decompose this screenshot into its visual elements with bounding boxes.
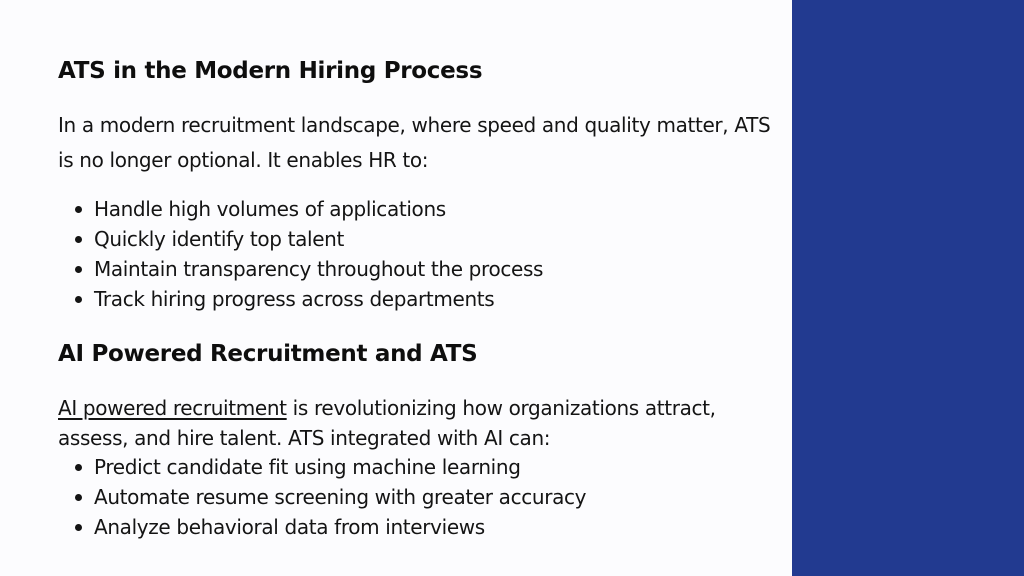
bullet-item [58, 512, 778, 542]
bullet-item [58, 224, 778, 254]
section-2-paragraph-text: is revolutionizing how organizations attract, assess, and hire talent. ATS integrated with AI can: [58, 396, 716, 450]
section-1-bullet-list [58, 194, 778, 314]
section-2-bullet-list [58, 452, 778, 542]
section-heading-ats-modern-hiring: ATS in the Modern Hiring Process [58, 58, 483, 84]
bullet-text: Handle high volumes of applications [94, 197, 446, 221]
decorative-side-panel [792, 0, 1024, 576]
bullet-item [58, 284, 778, 314]
bullet-item [58, 452, 778, 482]
slide-content [58, 0, 778, 576]
bullet-item [58, 254, 778, 284]
bullet-dot [75, 296, 82, 303]
bullet-text: Maintain transparency throughout the process [94, 257, 544, 281]
bullet-dot [75, 494, 82, 501]
bullet-item [58, 482, 778, 512]
section-heading-ai-powered-recruitment: AI Powered Recruitment and ATS [58, 341, 478, 367]
bullet-text: Predict candidate fit using machine learning [94, 455, 521, 479]
bullet-dot [75, 206, 82, 213]
bullet-text: Analyze behavioral data from interviews [94, 515, 485, 539]
bullet-dot [75, 266, 82, 273]
section-1-paragraph: In a modern recruitment landscape, where speed and quality matter, ATS is no longer optional. It enables HR to: [58, 113, 771, 172]
bullet-text: Automate resume screening with greater accuracy [94, 485, 587, 509]
bullet-dot [75, 464, 82, 471]
bullet-text: Quickly identify top talent [94, 227, 344, 251]
bullet-dot [75, 524, 82, 531]
ai-powered-recruitment-link[interactable]: AI powered recruitment [58, 396, 287, 420]
bullet-dot [75, 236, 82, 243]
section-2-paragraph [58, 393, 778, 453]
bullet-item [58, 194, 778, 224]
bullet-text: Track hiring progress across departments [94, 287, 495, 311]
